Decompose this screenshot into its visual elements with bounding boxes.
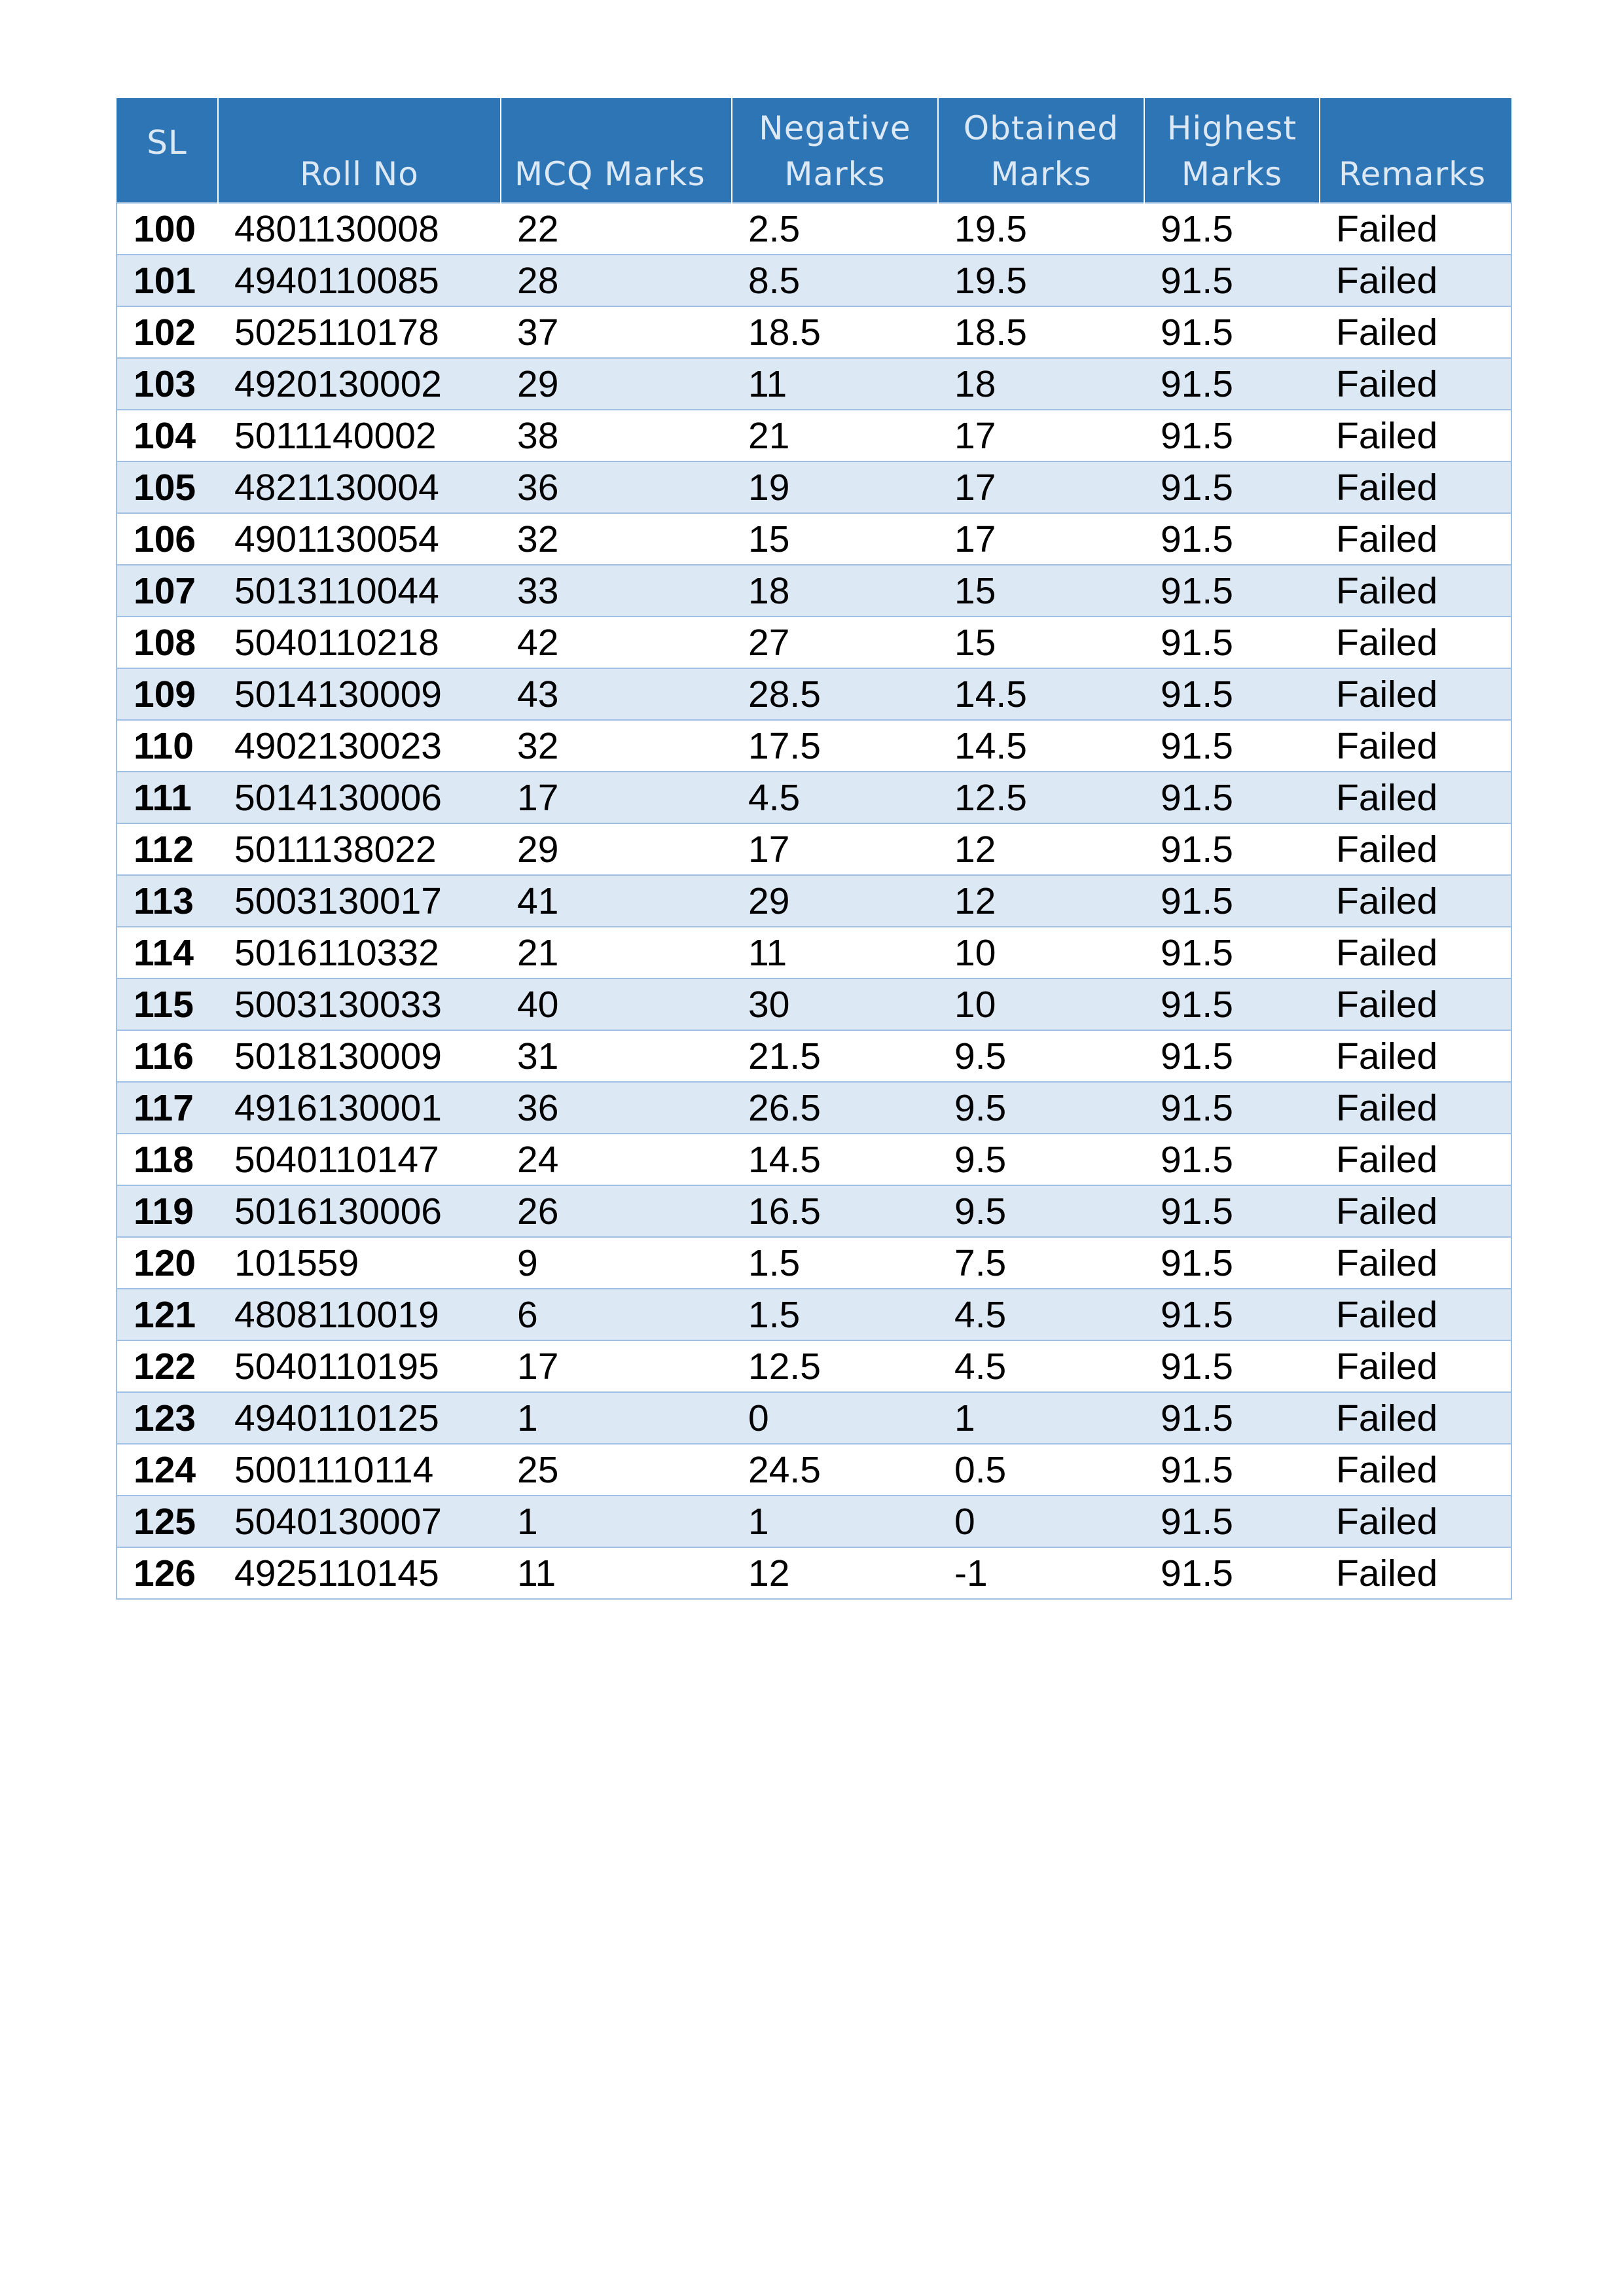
cell-highest-marks: 91.5: [1144, 617, 1320, 668]
cell-remarks: Failed: [1320, 978, 1511, 1030]
cell-mcq-marks: 37: [501, 306, 732, 358]
cell-remarks: Failed: [1320, 358, 1511, 410]
table-row: [117, 410, 1511, 461]
cell-obtained-marks: 9.5: [938, 1134, 1144, 1185]
cell-roll-no: 4925110145: [218, 1547, 501, 1599]
cell-sl: 106: [117, 513, 218, 565]
cell-roll-no: 5003130033: [218, 978, 501, 1030]
cell-sl: 102: [117, 306, 218, 358]
cell-remarks: Failed: [1320, 668, 1511, 720]
cell-sl: 111: [117, 772, 218, 823]
cell-sl: 108: [117, 617, 218, 668]
table-row: [117, 1082, 1511, 1134]
cell-roll-no: 5016130006: [218, 1185, 501, 1237]
cell-sl: 123: [117, 1392, 218, 1444]
cell-remarks: Failed: [1320, 927, 1511, 978]
cell-highest-marks: 91.5: [1144, 668, 1320, 720]
cell-mcq-marks: 42: [501, 617, 732, 668]
cell-obtained-marks: 10: [938, 978, 1144, 1030]
cell-highest-marks: 91.5: [1144, 513, 1320, 565]
cell-negative-marks: 21.5: [732, 1030, 938, 1082]
cell-negative-marks: 12.5: [732, 1340, 938, 1392]
cell-roll-no: 4920130002: [218, 358, 501, 410]
cell-roll-no: 4808110019: [218, 1289, 501, 1340]
cell-highest-marks: 91.5: [1144, 1082, 1320, 1134]
cell-remarks: Failed: [1320, 823, 1511, 875]
cell-roll-no: 5016110332: [218, 927, 501, 978]
cell-roll-no: 101559: [218, 1237, 501, 1289]
cell-sl: 115: [117, 978, 218, 1030]
cell-obtained-marks: 4.5: [938, 1289, 1144, 1340]
header-highest-marks: Highest Marks: [1144, 98, 1320, 203]
cell-obtained-marks: -1: [938, 1547, 1144, 1599]
cell-sl: 122: [117, 1340, 218, 1392]
cell-mcq-marks: 1: [501, 1392, 732, 1444]
table-body: [117, 203, 1511, 1599]
cell-negative-marks: 27: [732, 617, 938, 668]
table-row: [117, 927, 1511, 978]
header-row: [117, 98, 1511, 203]
table-row: [117, 1496, 1511, 1547]
cell-negative-marks: 18.5: [732, 306, 938, 358]
cell-roll-no: 5014130006: [218, 772, 501, 823]
cell-roll-no: 5018130009: [218, 1030, 501, 1082]
cell-remarks: Failed: [1320, 255, 1511, 306]
cell-highest-marks: 91.5: [1144, 720, 1320, 772]
cell-negative-marks: 0: [732, 1392, 938, 1444]
table-header: [117, 98, 1511, 203]
cell-negative-marks: 1: [732, 1496, 938, 1547]
cell-remarks: Failed: [1320, 203, 1511, 255]
cell-remarks: Failed: [1320, 720, 1511, 772]
cell-negative-marks: 14.5: [732, 1134, 938, 1185]
cell-sl: 121: [117, 1289, 218, 1340]
cell-roll-no: 5001110114: [218, 1444, 501, 1496]
cell-mcq-marks: 21: [501, 927, 732, 978]
cell-remarks: Failed: [1320, 875, 1511, 927]
header-roll-no: Roll No: [218, 98, 501, 203]
cell-sl: 124: [117, 1444, 218, 1496]
cell-highest-marks: 91.5: [1144, 1030, 1320, 1082]
cell-obtained-marks: 14.5: [938, 668, 1144, 720]
cell-negative-marks: 18: [732, 565, 938, 617]
table-row: [117, 513, 1511, 565]
cell-highest-marks: 91.5: [1144, 978, 1320, 1030]
cell-mcq-marks: 29: [501, 823, 732, 875]
cell-highest-marks: 91.5: [1144, 1496, 1320, 1547]
cell-roll-no: 5013110044: [218, 565, 501, 617]
cell-roll-no: 5011140002: [218, 410, 501, 461]
cell-obtained-marks: 15: [938, 617, 1144, 668]
cell-mcq-marks: 43: [501, 668, 732, 720]
cell-highest-marks: 91.5: [1144, 565, 1320, 617]
cell-roll-no: 5040130007: [218, 1496, 501, 1547]
table-row: [117, 617, 1511, 668]
cell-roll-no: 5025110178: [218, 306, 501, 358]
cell-negative-marks: 17.5: [732, 720, 938, 772]
table-row: [117, 358, 1511, 410]
cell-negative-marks: 8.5: [732, 255, 938, 306]
cell-obtained-marks: 17: [938, 461, 1144, 513]
cell-roll-no: 5011138022: [218, 823, 501, 875]
cell-sl: 109: [117, 668, 218, 720]
cell-highest-marks: 91.5: [1144, 927, 1320, 978]
cell-mcq-marks: 9: [501, 1237, 732, 1289]
cell-remarks: Failed: [1320, 772, 1511, 823]
cell-obtained-marks: 4.5: [938, 1340, 1144, 1392]
table-row: [117, 1444, 1511, 1496]
cell-mcq-marks: 36: [501, 1082, 732, 1134]
cell-sl: 120: [117, 1237, 218, 1289]
cell-obtained-marks: 12.5: [938, 772, 1144, 823]
cell-negative-marks: 26.5: [732, 1082, 938, 1134]
table-row: [117, 875, 1511, 927]
cell-roll-no: 4916130001: [218, 1082, 501, 1134]
cell-sl: 117: [117, 1082, 218, 1134]
results-table: [116, 98, 1512, 1600]
cell-negative-marks: 15: [732, 513, 938, 565]
cell-negative-marks: 24.5: [732, 1444, 938, 1496]
cell-mcq-marks: 24: [501, 1134, 732, 1185]
cell-sl: 114: [117, 927, 218, 978]
table-row: [117, 823, 1511, 875]
cell-remarks: Failed: [1320, 1030, 1511, 1082]
cell-sl: 103: [117, 358, 218, 410]
cell-roll-no: 4902130023: [218, 720, 501, 772]
table-row: [117, 720, 1511, 772]
cell-negative-marks: 17: [732, 823, 938, 875]
cell-sl: 119: [117, 1185, 218, 1237]
cell-sl: 110: [117, 720, 218, 772]
cell-sl: 126: [117, 1547, 218, 1599]
cell-mcq-marks: 32: [501, 513, 732, 565]
table-row: [117, 772, 1511, 823]
cell-highest-marks: 91.5: [1144, 1340, 1320, 1392]
cell-remarks: Failed: [1320, 1444, 1511, 1496]
cell-obtained-marks: 15: [938, 565, 1144, 617]
cell-remarks: Failed: [1320, 410, 1511, 461]
cell-sl: 104: [117, 410, 218, 461]
cell-obtained-marks: 1: [938, 1392, 1144, 1444]
cell-roll-no: 5014130009: [218, 668, 501, 720]
cell-mcq-marks: 26: [501, 1185, 732, 1237]
cell-obtained-marks: 19.5: [938, 255, 1144, 306]
cell-obtained-marks: 14.5: [938, 720, 1144, 772]
table-row: [117, 1237, 1511, 1289]
cell-obtained-marks: 9.5: [938, 1082, 1144, 1134]
cell-obtained-marks: 12: [938, 823, 1144, 875]
cell-obtained-marks: 18: [938, 358, 1144, 410]
header-obtained-marks: Obtained Marks: [938, 98, 1144, 203]
cell-highest-marks: 91.5: [1144, 461, 1320, 513]
cell-sl: 116: [117, 1030, 218, 1082]
cell-mcq-marks: 33: [501, 565, 732, 617]
cell-negative-marks: 12: [732, 1547, 938, 1599]
cell-negative-marks: 11: [732, 358, 938, 410]
table-row: [117, 306, 1511, 358]
cell-roll-no: 4801130008: [218, 203, 501, 255]
cell-negative-marks: 2.5: [732, 203, 938, 255]
cell-highest-marks: 91.5: [1144, 1392, 1320, 1444]
cell-sl: 105: [117, 461, 218, 513]
cell-highest-marks: 91.5: [1144, 1185, 1320, 1237]
cell-highest-marks: 91.5: [1144, 1134, 1320, 1185]
cell-mcq-marks: 31: [501, 1030, 732, 1082]
table-row: [117, 565, 1511, 617]
cell-negative-marks: 28.5: [732, 668, 938, 720]
cell-highest-marks: 91.5: [1144, 875, 1320, 927]
cell-negative-marks: 29: [732, 875, 938, 927]
cell-mcq-marks: 17: [501, 772, 732, 823]
cell-mcq-marks: 40: [501, 978, 732, 1030]
header-remarks: Remarks: [1320, 98, 1511, 203]
table-row: [117, 1392, 1511, 1444]
cell-highest-marks: 91.5: [1144, 358, 1320, 410]
cell-obtained-marks: 18.5: [938, 306, 1144, 358]
cell-negative-marks: 19: [732, 461, 938, 513]
cell-negative-marks: 11: [732, 927, 938, 978]
cell-mcq-marks: 29: [501, 358, 732, 410]
cell-roll-no: 4940110085: [218, 255, 501, 306]
cell-remarks: Failed: [1320, 1496, 1511, 1547]
cell-mcq-marks: 11: [501, 1547, 732, 1599]
header-mcq-marks: MCQ Marks: [501, 98, 732, 203]
cell-highest-marks: 91.5: [1144, 1289, 1320, 1340]
cell-remarks: Failed: [1320, 1134, 1511, 1185]
cell-roll-no: 5040110218: [218, 617, 501, 668]
cell-obtained-marks: 10: [938, 927, 1144, 978]
table-row: [117, 978, 1511, 1030]
table-row: [117, 1030, 1511, 1082]
cell-obtained-marks: 0: [938, 1496, 1144, 1547]
table-row: [117, 1185, 1511, 1237]
table-row: [117, 1340, 1511, 1392]
cell-sl: 112: [117, 823, 218, 875]
cell-mcq-marks: 6: [501, 1289, 732, 1340]
cell-mcq-marks: 1: [501, 1496, 732, 1547]
cell-remarks: Failed: [1320, 565, 1511, 617]
cell-mcq-marks: 25: [501, 1444, 732, 1496]
cell-highest-marks: 91.5: [1144, 203, 1320, 255]
cell-roll-no: 5040110147: [218, 1134, 501, 1185]
cell-remarks: Failed: [1320, 1082, 1511, 1134]
cell-mcq-marks: 36: [501, 461, 732, 513]
cell-highest-marks: 91.5: [1144, 772, 1320, 823]
cell-mcq-marks: 41: [501, 875, 732, 927]
cell-negative-marks: 4.5: [732, 772, 938, 823]
cell-highest-marks: 91.5: [1144, 1237, 1320, 1289]
cell-mcq-marks: 28: [501, 255, 732, 306]
cell-sl: 107: [117, 565, 218, 617]
table-row: [117, 255, 1511, 306]
table-row: [117, 1289, 1511, 1340]
cell-obtained-marks: 12: [938, 875, 1144, 927]
cell-roll-no: 5040110195: [218, 1340, 501, 1392]
cell-mcq-marks: 17: [501, 1340, 732, 1392]
cell-mcq-marks: 38: [501, 410, 732, 461]
cell-mcq-marks: 22: [501, 203, 732, 255]
cell-sl: 101: [117, 255, 218, 306]
cell-highest-marks: 91.5: [1144, 823, 1320, 875]
cell-negative-marks: 30: [732, 978, 938, 1030]
cell-roll-no: 4901130054: [218, 513, 501, 565]
cell-remarks: Failed: [1320, 461, 1511, 513]
cell-remarks: Failed: [1320, 1185, 1511, 1237]
cell-sl: 125: [117, 1496, 218, 1547]
cell-remarks: Failed: [1320, 306, 1511, 358]
header-sl: SL: [117, 98, 218, 203]
table-row: [117, 203, 1511, 255]
cell-obtained-marks: 7.5: [938, 1237, 1144, 1289]
cell-remarks: Failed: [1320, 1237, 1511, 1289]
cell-obtained-marks: 17: [938, 410, 1144, 461]
cell-remarks: Failed: [1320, 1340, 1511, 1392]
cell-remarks: Failed: [1320, 1289, 1511, 1340]
cell-remarks: Failed: [1320, 617, 1511, 668]
cell-highest-marks: 91.5: [1144, 1444, 1320, 1496]
cell-negative-marks: 21: [732, 410, 938, 461]
cell-negative-marks: 1.5: [732, 1289, 938, 1340]
header-negative-marks: Negative Marks: [732, 98, 938, 203]
table-row: [117, 461, 1511, 513]
cell-obtained-marks: 19.5: [938, 203, 1144, 255]
cell-remarks: Failed: [1320, 1547, 1511, 1599]
cell-obtained-marks: 0.5: [938, 1444, 1144, 1496]
cell-highest-marks: 91.5: [1144, 410, 1320, 461]
cell-highest-marks: 91.5: [1144, 1547, 1320, 1599]
cell-highest-marks: 91.5: [1144, 255, 1320, 306]
cell-sl: 118: [117, 1134, 218, 1185]
cell-remarks: Failed: [1320, 513, 1511, 565]
cell-sl: 113: [117, 875, 218, 927]
table-row: [117, 668, 1511, 720]
cell-negative-marks: 1.5: [732, 1237, 938, 1289]
cell-remarks: Failed: [1320, 1392, 1511, 1444]
cell-sl: 100: [117, 203, 218, 255]
cell-obtained-marks: 9.5: [938, 1185, 1144, 1237]
cell-obtained-marks: 9.5: [938, 1030, 1144, 1082]
cell-negative-marks: 16.5: [732, 1185, 938, 1237]
cell-mcq-marks: 32: [501, 720, 732, 772]
cell-roll-no: 5003130017: [218, 875, 501, 927]
table-row: [117, 1134, 1511, 1185]
cell-roll-no: 4940110125: [218, 1392, 501, 1444]
cell-highest-marks: 91.5: [1144, 306, 1320, 358]
cell-obtained-marks: 17: [938, 513, 1144, 565]
table-row: [117, 1547, 1511, 1599]
cell-roll-no: 4821130004: [218, 461, 501, 513]
